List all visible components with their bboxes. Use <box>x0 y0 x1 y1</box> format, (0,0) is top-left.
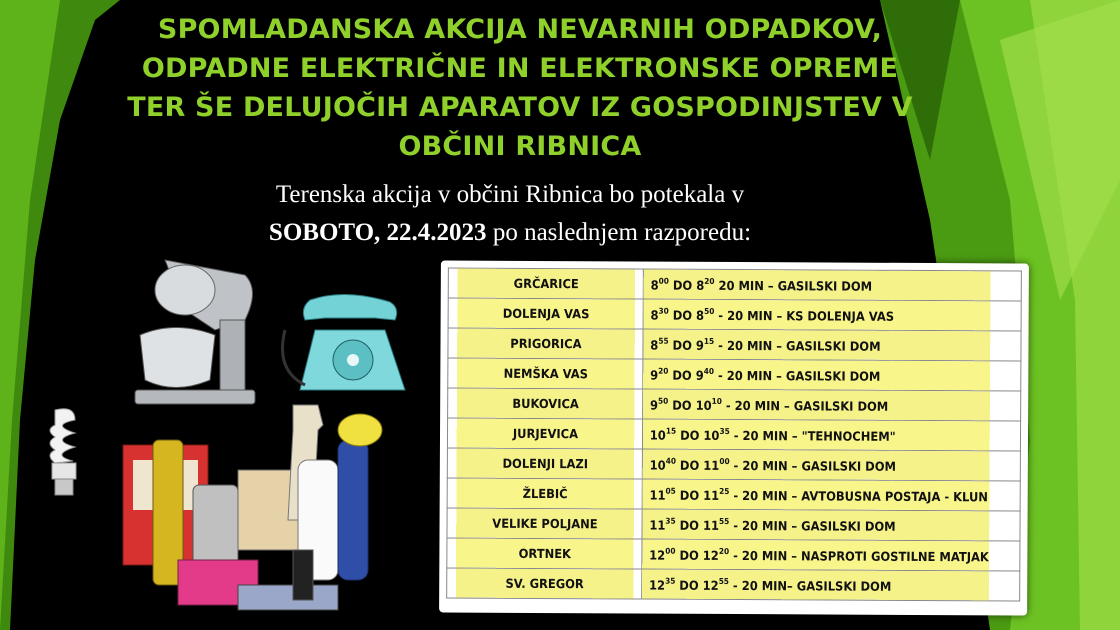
schedule-body <box>447 268 1022 601</box>
start-hour: 11 <box>649 487 666 503</box>
hazardous-waste-image <box>118 400 388 615</box>
headline-line-3: TER ŠE DELUJOČIH APARATOV IZ GOSPODINJSTEV V <box>127 92 913 123</box>
headline-line-4: OBČINI RIBNICA <box>398 131 642 162</box>
duration-location: 20 MIN – "TEHNOCHEM" <box>742 427 897 444</box>
time-cell: $12^{35}$ DO $12^{55} - 20$ MIN– GASILSKI DOM <box>642 569 990 601</box>
start-hour: 12 <box>649 577 666 593</box>
telephone-image <box>275 290 420 400</box>
table-row <box>447 508 1020 541</box>
start-hour: 11 <box>649 517 666 533</box>
end-minute: 55 <box>719 576 730 586</box>
time-cell: $10^{40}$ DO $11^{00} - 20$ MIN – GASILSKI DOM <box>642 449 990 481</box>
end-hour: 10 <box>703 427 720 443</box>
table-row <box>447 418 1020 451</box>
duration-location: 20 MIN – GASILSKI DOM <box>718 277 873 294</box>
do-word: DO <box>673 307 693 323</box>
table-row <box>447 568 1020 601</box>
end-minute: 25 <box>719 486 730 496</box>
table-row <box>448 268 1021 301</box>
start-minute: 30 <box>658 306 670 316</box>
time-cell: $10^{15}$ DO $10^{35} - 20$ MIN – "TEHNOCHEM" <box>642 419 990 451</box>
location-cell: GRČARICE <box>456 268 635 299</box>
start-minute: 00 <box>665 546 676 556</box>
table-row <box>447 448 1020 481</box>
do-word: DO <box>679 517 700 533</box>
start-hour: 8 <box>650 337 659 353</box>
duration-location: 20 MIN – GASILSKI DOM <box>734 397 889 414</box>
duration-location: 20 MIN – GASILSKI DOM <box>727 337 881 354</box>
location-cell: JURJEVICA <box>455 418 634 449</box>
start-minute: 40 <box>666 456 677 466</box>
end-hour: 11 <box>703 517 720 533</box>
subtitle-line-2 <box>150 214 870 252</box>
start-minute: 35 <box>665 576 676 586</box>
start-hour: 10 <box>649 457 667 473</box>
location-cell: DOLENJI LAZI <box>455 448 634 479</box>
end-minute: 15 <box>704 336 715 346</box>
duration-location: 20 MIN – NASPROTI GOSTILNE MATJAK <box>742 547 990 564</box>
time-cell: $9^{50}$ DO $10^{10} - 20$ MIN – GASILSKI DOM <box>642 389 990 421</box>
subtitle-line-2-rest: po naslednjem razporedu: <box>486 219 752 246</box>
location-cell: PRIGORICA <box>456 328 635 359</box>
start-minute: 20 <box>658 366 669 376</box>
end-hour: 8 <box>696 307 705 323</box>
start-hour: 9 <box>650 367 659 383</box>
end-minute: 20 <box>719 546 730 556</box>
location-cell: ORTNEK <box>455 538 634 569</box>
table-row <box>448 328 1021 361</box>
end-minute: 55 <box>719 516 730 526</box>
start-hour: 12 <box>649 547 666 563</box>
end-hour: 10 <box>695 397 713 413</box>
start-minute: 15 <box>666 426 677 436</box>
table-row <box>447 538 1020 571</box>
headline-line-1: SPOMLADANSKA AKCIJA NEVARNIH ODPADKOV, <box>157 14 883 45</box>
time-cell: $8^{55}$ DO $9^{15} - 20$ MIN – GASILSKI DOM <box>643 329 991 361</box>
end-hour: 8 <box>696 277 705 293</box>
end-hour: 12 <box>703 547 720 563</box>
light-bulb-image <box>40 405 90 505</box>
schedule-table <box>446 267 1022 601</box>
time-cell: $8^{30}$ DO $8^{50} - 20$ MIN – KS DOLENJA VAS <box>643 299 991 331</box>
headline <box>100 10 940 166</box>
subtitle <box>150 176 870 252</box>
event-date: SOBOTO, 22.4.2023 <box>268 219 487 246</box>
start-minute: 00 <box>658 276 670 286</box>
end-hour: 9 <box>696 337 705 353</box>
end-minute: 00 <box>719 456 730 466</box>
mixer-image <box>125 250 265 410</box>
duration-location: 20 MIN – GASILSKI DOM <box>727 367 881 384</box>
do-word: DO <box>673 277 693 293</box>
end-hour: 12 <box>702 577 720 593</box>
end-hour: 11 <box>703 487 720 503</box>
do-word: DO <box>680 427 700 443</box>
location-cell: ŽLEBIČ <box>455 478 634 509</box>
time-cell <box>643 269 991 301</box>
start-minute: 35 <box>665 516 677 526</box>
do-word: DO <box>672 397 692 413</box>
location-cell: VELIKE POLJANE <box>455 508 634 539</box>
time-cell: $9^{20}$ DO $9^{40} - 20$ MIN – GASILSKI DOM <box>643 359 991 391</box>
location-cell: NEMŠKA VAS <box>456 358 635 389</box>
do-word: DO <box>672 367 693 383</box>
do-word: DO <box>680 487 700 503</box>
start-hour: 8 <box>650 277 660 293</box>
do-word: DO <box>680 457 700 473</box>
subtitle-line-1: Terenska akcija v občini Ribnica bo potekala v <box>275 181 745 208</box>
time-cell: $11^{05}$ DO $11^{25} - 20$ MIN – AVTOBUSNA POSTAJA - KLUN <box>642 479 990 511</box>
start-hour: 8 <box>650 307 659 323</box>
end-minute: 40 <box>704 366 715 376</box>
end-minute: 10 <box>711 396 723 406</box>
do-word: DO <box>672 337 693 353</box>
start-hour: 10 <box>650 427 667 443</box>
do-word: DO <box>679 547 700 563</box>
start-minute: 05 <box>665 486 677 496</box>
table-row <box>447 478 1020 511</box>
duration-location: 20 MIN – GASILSKI DOM <box>742 517 897 534</box>
location-cell: DOLENJA VAS <box>456 298 635 329</box>
start-hour: 9 <box>650 397 659 413</box>
time-cell: $12^{00}$ DO $12^{20} - 20$ MIN – NASPROTI GOSTILNE MATJAK <box>642 539 990 571</box>
schedule-card <box>439 260 1029 615</box>
location-cell: SV. GREGOR <box>454 568 633 599</box>
end-minute: 35 <box>719 426 731 436</box>
end-minute: 20 <box>704 276 715 286</box>
headline-line-2: ODPADNE ELEKTRIČNE IN ELEKTRONSKE OPREME <box>141 53 899 84</box>
start-minute: 55 <box>658 336 669 346</box>
duration-location: 20 MIN– GASILSKI DOM <box>742 577 892 594</box>
table-row <box>448 388 1021 421</box>
end-minute: 50 <box>704 306 715 316</box>
end-hour: 11 <box>703 457 720 473</box>
duration-location: 20 MIN – AVTOBUSNA POSTAJA - KLUN <box>742 487 989 504</box>
table-row <box>448 358 1021 391</box>
table-row <box>448 298 1021 331</box>
time-cell: $11^{35}$ DO $11^{55} - 20$ MIN – GASILSKI DOM <box>642 509 990 541</box>
location-cell: BUKOVICA <box>455 388 634 419</box>
start-minute: 50 <box>658 396 669 406</box>
do-word: DO <box>679 577 700 593</box>
duration-location: 20 MIN – KS DOLENJA VAS <box>727 307 895 324</box>
end-hour: 9 <box>696 367 705 383</box>
duration-location: 20 MIN – GASILSKI DOM <box>742 457 897 474</box>
